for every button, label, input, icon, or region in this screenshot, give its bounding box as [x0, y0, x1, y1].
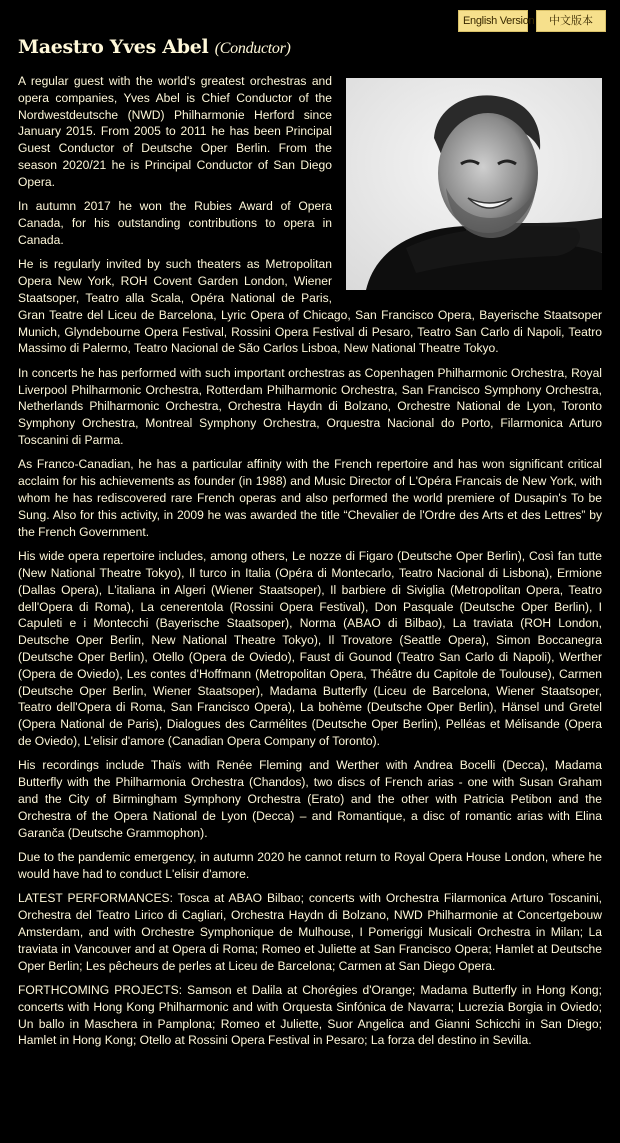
bio-paragraph-1: A regular guest with the world's greatest orchestras and opera companies, Yves Abel is Chief Conductor of the Nordwestdeutsche (NWD) Philharmonie Herford since January 2015. From 2005 to 2011 he has been Principal Guest Conductor of Deutsche Oper Berlin. From the season 2020/21 he is Principal Conductor of San Diego Opera. [18, 74, 332, 189]
conductor-portrait-photo [346, 78, 602, 290]
forthcoming-projects: FORTHCOMING PROJECTS: Samson et Dalila at Chorégies d'Orange; Madama Butterfly in Hong Kong; concerts with Hong Kong Philharmonic and with Orquesta Sinfónica de Navarra; Lucrezia Borgia in Oviedo; Un ballo in Maschera in Pamplona; Romeo et Juliette, Suor Angelica and Gianni Schicchi in San Diego; Hamlet in Hong Kong; Otello at Rossini Opera Festival in Pesaro; La forza del destino in Sevilla. [18, 983, 602, 1048]
conductor-name: Maestro Yves Abel [18, 36, 209, 58]
bio-paragraph-7: His recordings include Thaïs with Renée Fleming and Werther with Andrea Bocelli (Decca), Madama Butterfly with the Philharmonia Orchestra (Chandos), two discs of French arias - one with Susan Graham and the City of Birmingham Symphony Orchestra (Erato) and the other with Patricia Petibon and the Orchestra of the Opera National de Lyon (Decca) – and Romantique, a disc of romantic arias with Elina Garanča (Deutsche Grammophon). [18, 758, 602, 840]
english-version-button[interactable]: English Version [458, 10, 528, 32]
bio-paragraph-6: His wide opera repertoire includes, among others, Le nozze di Figaro (Deutsche Oper Berlin), Così fan tutte (New National Theatre Tokyo), Il turco in Italia (Opéra di Montecarlo, Teatro Nacional di Lisbona), Ermione (Dallas Opera), L'italiana in Algeri (Wiener Staatsoper), Il barbiere di Siviglia (Metropolitan Opera, Teatro dell'Opera di Roma), La cenerentola (Rossini Opera Festival), Don Pasquale (Deutsche Oper Berlin), I Capuleti e i Montecchi (Bayerische Staatsoper), Norma (ABAO di Bilbao), La traviata (ROH London, Deutsche Oper Berlin, New National Theatre Tokyo), Il Trovatore (Seattle Opera), Simon Boccanegra (Deutsche Oper Berlin), Otello (Opera de Oviedo), Faust di Gounod (Teatro San Carlo di Napoli), Werther (Opera de Oviedo), Les contes d'Hoffmann (Metropolitan Opera, Théâtre du Capitole de Toulouse), Carmen (Deutsche Oper Berlin, Wiener Staatsoper), Madama Butterfly (Liceu de Barcelona, Wiener Staatsoper, Teatro dell'Opera di Roma, San Francisco Opera), La bohème (Deutsche Oper Berlin), Hänsel und Gretel (Opera National de Paris), Dialogues des Carmélites (Deutsche Oper Berlin), Pelléas et Mélisande (Opera de Oviedo), L'elisir d'amore (Canadian Opera Company of Toronto). [18, 549, 602, 748]
portrait-illustration [346, 78, 602, 290]
conductor-role: (Conductor) [214, 40, 291, 57]
bio-paragraph-8: Due to the pandemic emergency, in autumn 2020 he cannot return to Royal Opera House London, where he would have had to conduct L'elisir d'amore. [18, 850, 602, 881]
language-switcher [458, 10, 606, 32]
chinese-version-button[interactable]: 中文版本 [536, 10, 606, 32]
bio-paragraph-2: In autumn 2017 he won the Rubies Award of Opera Canada, for his outstanding contributions to opera in Canada. [18, 199, 332, 247]
page-title [18, 36, 291, 58]
biography [18, 73, 602, 1057]
bio-paragraph-4: In concerts he has performed with such important orchestras as Copenhagen Philharmonic Orchestra, Royal Liverpool Philharmonic Orchestra, Rotterdam Philharmonic Orchestra, San Francisco Symphony Orchestra, Netherlands Philharmonic Orchestra, Orchestra Haydn di Bolzano, Orchestre National de Lyon, Toronto Symphony Orchestra, Montreal Symphony Orchestra, Orquestra Nacional do Porto, Filarmonica Arturo Toscanini di Parma. [18, 365, 602, 447]
bio-paragraph-5: As Franco-Canadian, he has a particular affinity with the French repertoire and has won significant critical acclaim for his achievements as founder (in 1988) and Music Director of L'Opéra Francais de New York, with whom he has rediscovered rare French operas and also performed the world premiere of Dusapin's To be Sung. Also for this activity, in 2009 he was awarded the title “Chevalier de l'Ordre des Arts et des Lettres” by the French Government. [18, 457, 602, 539]
latest-performances: LATEST PERFORMANCES: Tosca at ABAO Bilbao; concerts with Orchestra Filarmonica Arturo Toscanini, Orchestra del Teatro Lirico di Cagliari, Orchestra Haydn di Bolzano, NWD Philharmonie at Concertgebouw Amsterdam, and with Orchestre Symphonique de Mulhouse, I Pomeriggi Musicali Orchestra in Milan; La traviata in Vancouver and at Opera di Roma; Romeo et Juliette at San Francisco Opera; Hamlet at Deutsche Oper Berlin; Les pêcheurs de perles at Liceu de Barcelona; Carmen at San Diego Opera. [18, 891, 602, 973]
bio-paragraph-3: He is regularly invited by such theaters as Metropolitan Opera New York, ROH Covent Garden London, Wiener Staatsoper, Teatro alla Scala, Opéra National de Paris, Gran Teatre del Liceu de Barcelona, Lyric Opera of Chicago, San Francisco Opera, Bayerische Staatsoper Munich, Glyndebourne Opera Festival, Rossini Opera Festival di Pesaro, Teatro San Carlo di Napoli, Teatro Massimo di Palermo, Teatro Nacional de São Carlos Lisboa, New National Theatre Tokyo. [18, 257, 602, 356]
